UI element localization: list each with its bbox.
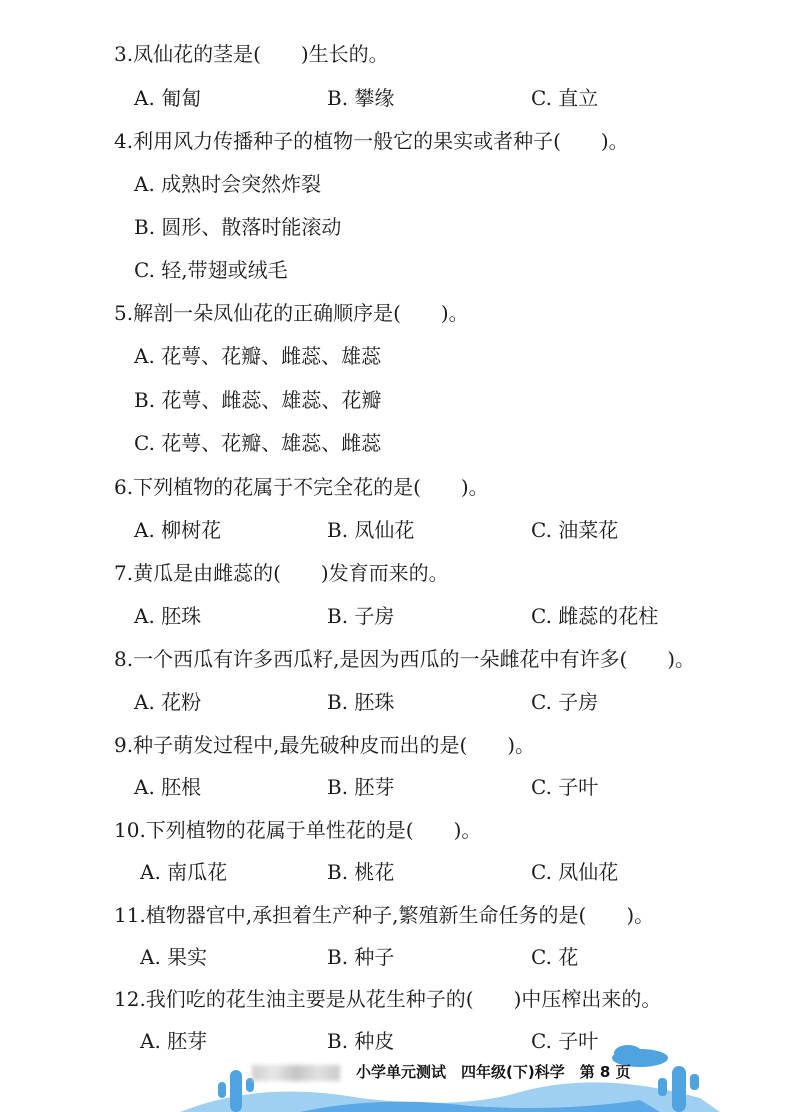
q12-option-b: B. 种皮 — [327, 1029, 395, 1053]
page-footer: 小学单元测试 四年级(下)科学 第 8 页 — [356, 1063, 631, 1081]
blurred-watermark — [252, 1065, 340, 1081]
q5-option-a: A. 花萼、花瓣、雌蕊、雄蕊 — [134, 344, 382, 368]
q9-option-a: A. 胚根 — [134, 775, 202, 799]
q3-option-b: B. 攀缘 — [327, 86, 395, 110]
question-7-stem: 7.黄瓜是由雌蕊的( )发育而来的。 — [114, 561, 449, 585]
q12-option-a: A. 胚芽 — [140, 1029, 208, 1053]
q3-option-a: A. 匍匐 — [134, 86, 202, 110]
q4-option-a: A. 成熟时会突然炸裂 — [134, 172, 322, 196]
q8-option-b: B. 胚珠 — [327, 690, 395, 714]
q6-option-c: C. 油菜花 — [531, 518, 619, 542]
question-11-stem: 11.植物器官中,承担着生产种子,繁殖新生命任务的是( )。 — [114, 903, 655, 927]
question-12-stem: 12.我们吃的花生油主要是从花生种子的( )中压榨出来的。 — [114, 987, 662, 1011]
question-6-stem: 6.下列植物的花属于不完全花的是( )。 — [114, 475, 489, 499]
q8-option-a: A. 花粉 — [134, 690, 202, 714]
q11-option-a: A. 果实 — [140, 945, 208, 969]
question-9-stem: 9.种子萌发过程中,最先破种皮而出的是( )。 — [114, 733, 536, 757]
q9-option-b: B. 胚芽 — [327, 775, 395, 799]
question-3-stem: 3.凤仙花的茎是( )生长的。 — [114, 42, 389, 66]
q10-option-a: A. 南瓜花 — [140, 860, 228, 884]
q7-option-c: C. 雌蕊的花柱 — [531, 604, 659, 628]
q8-option-c: C. 子房 — [531, 690, 599, 714]
q5-option-b: B. 花萼、雌蕊、雄蕊、花瓣 — [134, 388, 382, 412]
q9-option-c: C. 子叶 — [531, 775, 599, 799]
q7-option-b: B. 子房 — [327, 604, 395, 628]
q7-option-a: A. 胚珠 — [134, 604, 202, 628]
q11-option-c: C. 花 — [531, 945, 579, 969]
question-8-stem: 8.一个西瓜有许多西瓜籽,是因为西瓜的一朵雌花中有许多( )。 — [114, 647, 696, 671]
question-5-stem: 5.解剖一朵凤仙花的正确顺序是( )。 — [114, 301, 469, 325]
q12-option-c: C. 子叶 — [531, 1029, 599, 1053]
q10-option-c: C. 凤仙花 — [531, 860, 619, 884]
q6-option-b: B. 凤仙花 — [327, 518, 415, 542]
q4-option-c: C. 轻,带翅或绒毛 — [134, 258, 288, 282]
q4-option-b: B. 圆形、散落时能滚动 — [134, 215, 342, 239]
q5-option-c: C. 花萼、花瓣、雄蕊、雌蕊 — [134, 431, 382, 455]
q3-option-c: C. 直立 — [531, 86, 599, 110]
question-10-stem: 10.下列植物的花属于单性花的是( )。 — [114, 818, 482, 842]
q10-option-b: B. 桃花 — [327, 860, 395, 884]
q6-option-a: A. 柳树花 — [134, 518, 222, 542]
q11-option-b: B. 种子 — [327, 945, 395, 969]
question-4-stem: 4.利用风力传播种子的植物一般它的果实或者种子( )。 — [114, 129, 629, 153]
